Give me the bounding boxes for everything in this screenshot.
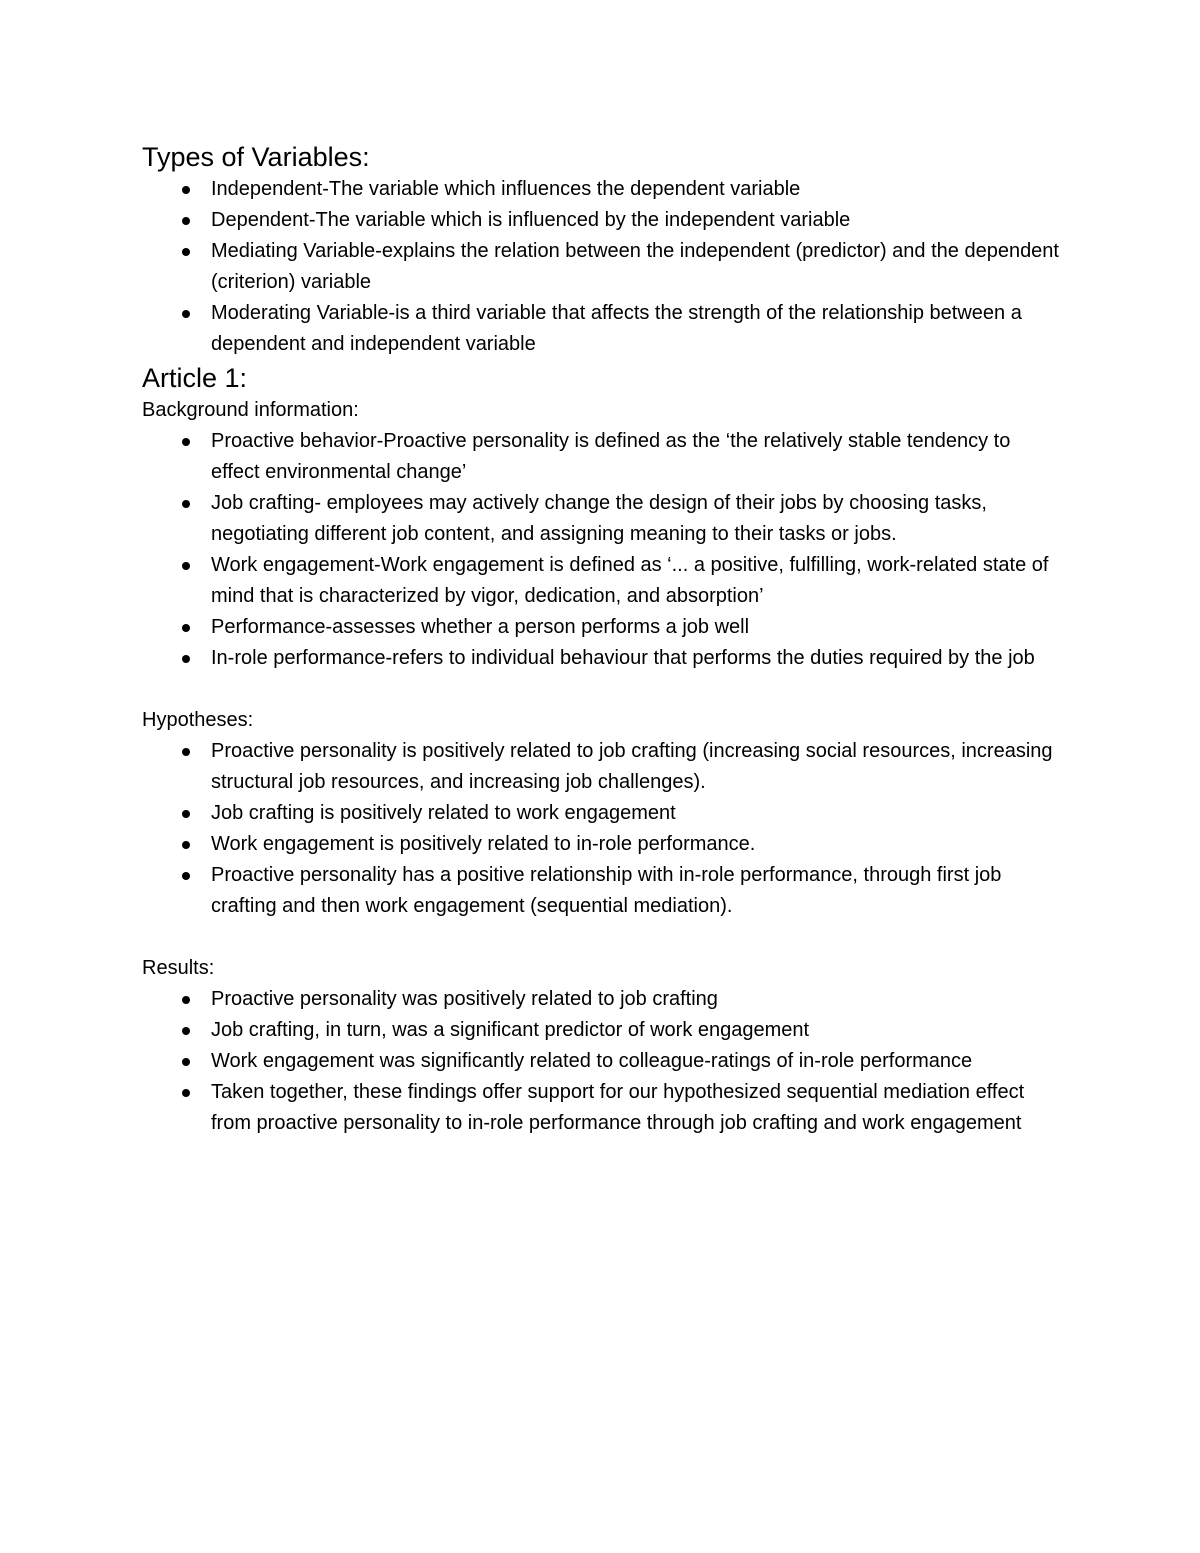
list-item-text: Moderating Variable-is a third variable that affects the strength of the relationship between a dependent and independent variable [211, 302, 1022, 355]
blank-line [142, 674, 1062, 705]
list-item-text: Job crafting, in turn, was a significant predictor of work engagement [211, 1019, 810, 1041]
list-item [142, 488, 1062, 550]
list-item-text: Dependent-The variable which is influenced by the independent variable [211, 209, 851, 231]
list-item-text: Work engagement is positively related to in-role performance. [211, 833, 756, 855]
background-list [142, 426, 1062, 674]
bullet-icon [182, 310, 190, 318]
list-item-text: Taken together, these findings offer support for our hypothesized sequential mediation effect from proactive personality to in-role performance through job crafting and work engagement [211, 1081, 1025, 1134]
variable-types-list [142, 174, 1062, 360]
list-item-text: Job crafting is positively related to work engagement [211, 802, 676, 824]
background-label: Background information: [142, 399, 359, 421]
list-item [142, 298, 1062, 360]
results-label: Results: [142, 957, 215, 979]
bullet-icon [182, 841, 190, 849]
bullet-icon [182, 655, 190, 663]
bullet-icon [182, 748, 190, 756]
bullet-icon [182, 248, 190, 256]
bullet-icon [182, 186, 190, 194]
list-item [142, 550, 1062, 612]
list-item-text: Performance-assesses whether a person performs a job well [211, 616, 750, 638]
results-list [142, 984, 1062, 1139]
list-item-text: Proactive personality is positively related to job crafting (increasing social resources, increasing structural job resources, and increasing job challenges). [211, 740, 1053, 793]
list-item [142, 1015, 1062, 1046]
list-item [142, 1046, 1062, 1077]
list-item-text: Independent-The variable which influences the dependent variable [211, 178, 801, 200]
list-item [142, 426, 1062, 488]
list-item [142, 174, 1062, 205]
bullet-icon [182, 562, 190, 570]
blank-line [142, 922, 1062, 953]
hypotheses-list [142, 736, 1062, 922]
list-item-text: Proactive behavior-Proactive personality is defined as the ‘the relatively stable tendency to effect environmental change’ [211, 430, 1011, 483]
list-item [142, 236, 1062, 298]
article-heading: Article 1: [142, 363, 248, 393]
list-item-text: Work engagement-Work engagement is defined as ‘... a positive, fulfilling, work-related state of mind that is characterized by vigor, dedication, and absorption’ [211, 554, 1049, 607]
bullet-icon [182, 1058, 190, 1066]
list-item-text: In-role performance-refers to individual behaviour that performs the duties required by the job [211, 647, 1035, 669]
list-item-text: Proactive personality has a positive relationship with in-role performance, through first job crafting and then work engagement (sequential mediation). [211, 864, 1002, 917]
bullet-icon [182, 438, 190, 446]
list-item-text: Mediating Variable-explains the relation between the independent (predictor) and the dependent (criterion) variable [211, 240, 1059, 293]
list-item [142, 829, 1062, 860]
list-item [142, 1077, 1062, 1139]
list-item [142, 736, 1062, 798]
hypotheses-label: Hypotheses: [142, 709, 254, 731]
list-item [142, 612, 1062, 643]
list-item [142, 984, 1062, 1015]
list-item-text: Work engagement was significantly related to colleague-ratings of in-role performance [211, 1050, 973, 1072]
bullet-icon [182, 996, 190, 1004]
list-item-text: Proactive personality was positively related to job crafting [211, 988, 718, 1010]
document-page [142, 140, 1062, 1139]
bullet-icon [182, 500, 190, 508]
list-item [142, 798, 1062, 829]
bullet-icon [182, 1089, 190, 1097]
list-item [142, 643, 1062, 674]
bullet-icon [182, 810, 190, 818]
bullet-icon [182, 624, 190, 632]
bullet-icon [182, 217, 190, 225]
types-of-variables-heading: Types of Variables: [142, 142, 370, 172]
list-item [142, 205, 1062, 236]
list-item-text: Job crafting- employees may actively change the design of their jobs by choosing tasks, negotiating different job content, and assigning meaning to their tasks or jobs. [211, 492, 987, 545]
bullet-icon [182, 1027, 190, 1035]
list-item [142, 860, 1062, 922]
bullet-icon [182, 872, 190, 880]
